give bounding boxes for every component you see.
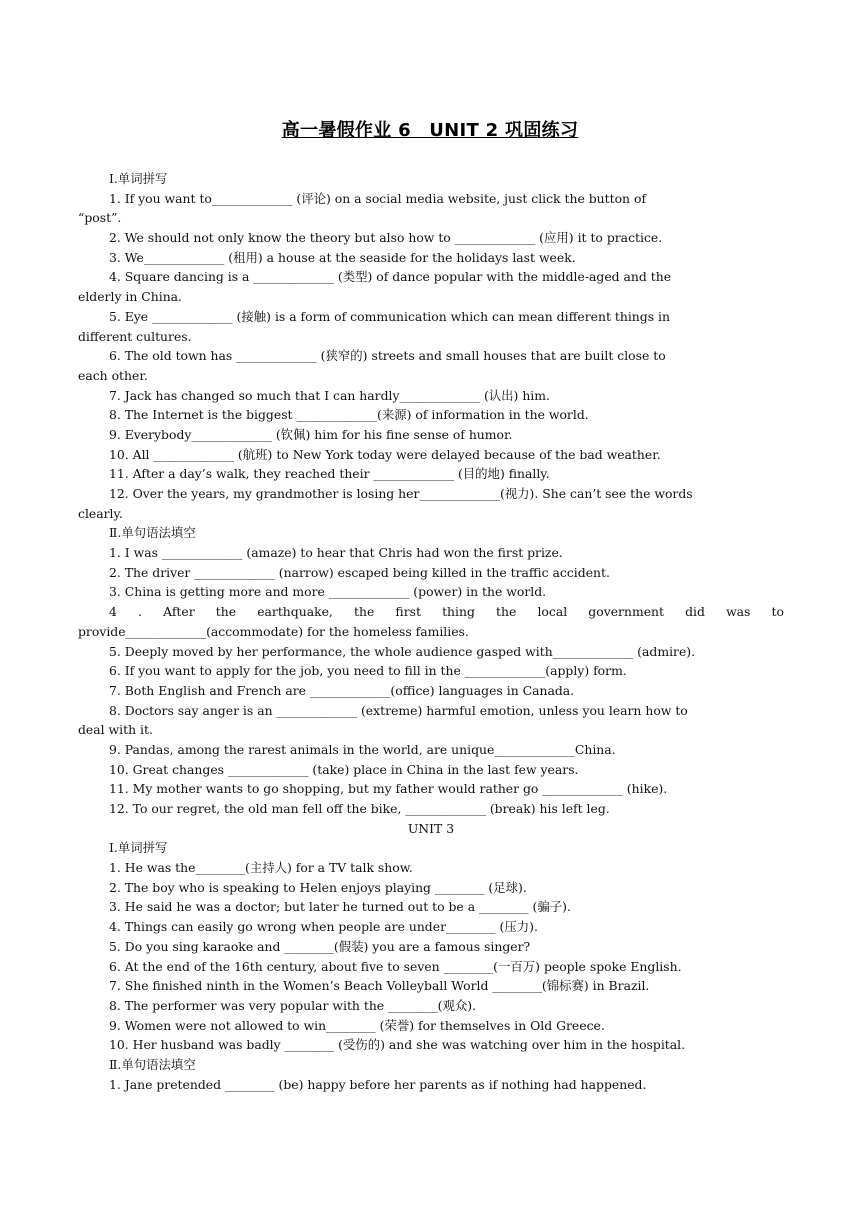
question-line: clearly.	[78, 505, 123, 521]
unit-heading: UNIT 3	[407, 820, 455, 836]
question-line: 8. The performer was very popular with the ________(观众).	[109, 997, 477, 1013]
question-line: 7. She finished ninth in the Women’s Beach Volleyball World ________(锦标赛) in Brazil.	[109, 978, 650, 994]
question-line: 1. Jane pretended ________ (be) happy before her parents as if nothing had happened.	[109, 1076, 647, 1092]
question-line: 7. Jack has changed so much that I can hardly_____________ (认出) him.	[109, 387, 550, 403]
question-line: 5. Deeply moved by her performance, the whole audience gasped with_____________ (admire).	[109, 643, 696, 659]
question-line: 3. We_____________ (租用) a house at the seaside for the holidays last week.	[109, 249, 576, 265]
question-line: 10. Her husband was badly ________ (受伤的) and she was watching over him in the hospital.	[109, 1037, 686, 1053]
question-line: 8. The Internet is the biggest _____________(来源) of information in the world.	[109, 407, 589, 423]
question-line: 10. All _____________ (航班) to New York today were delayed because of the bad weather.	[109, 446, 661, 462]
question-line: 1. I was _____________ (amaze) to hear that Chris had won the first prize.	[109, 545, 563, 561]
question-line: 6. The old town has _____________ (狭窄的) streets and small houses that are built close to	[109, 348, 666, 364]
question-line: 8. Doctors say anger is an _____________ (extreme) harmful emotion, unless you learn how to	[109, 702, 688, 718]
question-line: 12. Over the years, my grandmother is losing her_____________(视力). She can’t see the words	[109, 486, 693, 501]
question-line: 7. Both English and French are _____________(office) languages in Canada.	[109, 682, 575, 698]
question-line: 9. Women were not allowed to win________ (荣誉) for themselves in Old Greece.	[109, 1017, 605, 1033]
question-line: provide_____________(accommodate) for the homeless families.	[78, 623, 469, 639]
question-line: 9. Pandas, among the rarest animals in the world, are unique_____________China.	[109, 741, 616, 757]
question-line: 5. Eye _____________ (接触) is a form of communication which can mean different things in	[109, 308, 670, 324]
question-line: 3. He said he was a doctor; but later he turned out to be a ________ (骗子).	[109, 899, 571, 915]
question-line: 5. Do you sing karaoke and ________(假装) you are a famous singer?	[109, 938, 531, 954]
question-line: different cultures.	[78, 328, 192, 344]
question-line: “post”.	[78, 210, 122, 226]
question-line: 2. We should not only know the theory but also how to _____________ (应用) it to practice.	[109, 230, 663, 246]
question-line: deal with it.	[78, 722, 153, 738]
question-line: 3. China is getting more and more _____________ (power) in the world.	[109, 584, 547, 600]
question-line: each other.	[78, 367, 148, 383]
question-line: 6. If you want to apply for the job, you need to fill in the _____________(apply) form.	[109, 663, 627, 679]
question-line: elderly in China.	[78, 289, 182, 305]
question-line: 11. After a day’s walk, they reached their _____________ (目的地) finally.	[109, 466, 550, 482]
question-line: 6. At the end of the 16th century, about five to seven ________(一百万) people spoke English.	[109, 958, 682, 974]
page-title: 高一暑假作业 6 UNIT 2 巩固练习	[281, 120, 579, 141]
question-line: 4. Square dancing is a _____________ (类型) of dance popular with the middle-aged and the	[109, 269, 672, 285]
question-line: 12. To our regret, the old man fell off the bike, _____________ (break) his left leg.	[109, 801, 610, 816]
question-line: 2. The driver _____________ (narrow) escaped being killed in the traffic accident.	[109, 564, 610, 580]
section-heading: Ⅰ.单词拼写	[109, 171, 168, 186]
worksheet-content	[78, 169, 784, 1094]
question-line: 10. Great changes _____________ (take) place in China in the last few years.	[109, 761, 579, 777]
question-line: 4. Things can easily go wrong when people are under________ (压力).	[109, 919, 538, 935]
question-line: 1. He was the________(主持人) for a TV talk show.	[109, 860, 413, 876]
section-heading: Ⅱ.单句语法填空	[109, 1056, 196, 1072]
section-heading: Ⅰ.单词拼写	[109, 840, 168, 856]
question-line: 4 . After the earthquake, the first thing the local government did was to	[109, 604, 784, 620]
question-line: 11. My mother wants to go shopping, but my father would rather go _____________ (hike).	[109, 781, 668, 797]
question-line: 9. Everybody_____________ (钦佩) him for his fine sense of humor.	[109, 426, 513, 442]
section-heading: Ⅱ.单句语法填空	[109, 525, 196, 541]
question-line: 2. The boy who is speaking to Helen enjoys playing ________ (足球).	[109, 879, 527, 895]
question-line: 1. If you want to_____________ (评论) on a social media website, just click the button of	[109, 190, 647, 206]
